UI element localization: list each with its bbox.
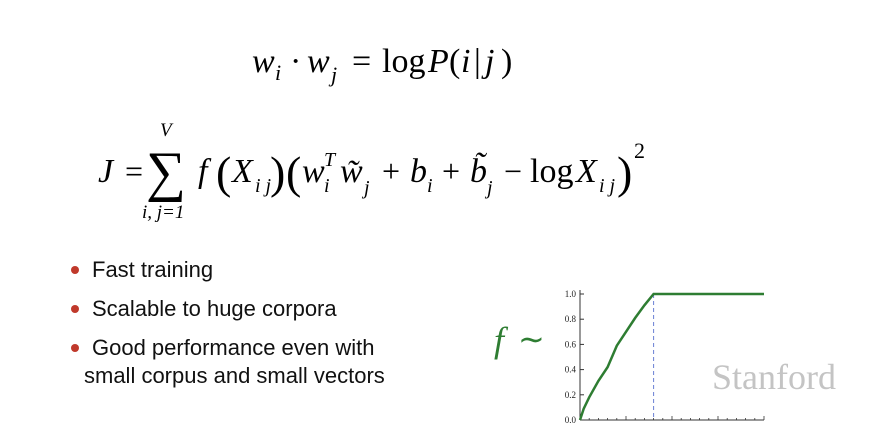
list-item [70,256,385,284]
formula-bar: | [474,43,481,80]
advantages-list [70,256,385,401]
bullet-text: Scalable to huge corpora [92,296,337,321]
loss-w-sub-i: i [324,175,330,197]
formula-glove-loss [80,118,700,228]
y-tick-label: 1.0 [564,289,576,299]
summation-sign: ∑ [146,141,186,203]
formula-w-i: w [252,43,275,80]
formula-word-vector-dot-product [0,30,874,90]
loss-f: f [198,153,208,190]
loss-plus-2: + [442,153,461,189]
formula-equals: = [352,43,372,80]
bullet-text: Fast training [92,257,214,282]
paren-left-2: ( [286,147,302,198]
f-label-f: f [494,320,505,360]
y-tick-label: 0.6 [564,339,576,350]
y-tick-label: 0.0 [564,415,576,425]
loss-b-tilde: b̃ [470,153,487,190]
bullet-dot-icon [71,266,79,274]
formula-sub-j: j [331,62,338,87]
bullet-text: Good performance even with [92,335,375,360]
y-tick-label: 0.2 [564,389,576,400]
loss-minus: − [504,153,523,189]
formula-open-paren: ( [449,43,461,80]
bullet-text-continuation: small corpus and small vectors [84,363,385,388]
loss-w: w [302,153,325,190]
loss-log-X: X [576,153,597,190]
sum-upper-limit: V [160,120,172,141]
loss-b-tilde-sub-j: j [487,177,493,199]
formula-arg-i: i [461,43,471,80]
formula-sub-i: i [275,60,282,85]
list-item [70,295,385,323]
paren-left-1: ( [216,147,232,198]
formula-w-j: w [307,43,330,80]
bullet-dot-icon [71,344,79,352]
loss-log-X-sub: i j [599,175,616,197]
loss-w-sup-T: T [324,149,336,171]
bullet-dot-icon [71,305,79,313]
list-item [70,334,385,390]
formula-log: log [382,43,426,80]
y-tick-label: 0.4 [564,364,576,375]
stanford-watermark: Stanford [712,357,836,397]
loss-b: b [410,153,427,190]
formula-P: P [428,43,449,80]
loss-X-sub: i j [255,175,272,197]
loss-w-tilde: w̃ [340,153,363,190]
loss-plus-1: + [382,153,401,189]
loss-log: log [530,153,574,190]
loss-w-tilde-sub-j: j [364,177,370,199]
formula-arg-j: j [485,43,495,80]
loss-J: J [98,153,114,190]
formula-close-paren: ) [501,43,513,80]
loss-b-sub-i: i [427,175,433,197]
loss-equals: = [125,153,144,189]
paren-right-1: ) [270,147,286,198]
sum-lower-limit: i, j=1 [142,202,185,223]
f-label-tilde: ∼ [518,321,545,357]
paren-right-2: ) [617,147,633,198]
loss-power-2: 2 [634,138,645,163]
y-tick-label: 0.8 [564,314,576,325]
formula-dot-operator: · [290,43,302,80]
loss-X: X [232,153,253,190]
